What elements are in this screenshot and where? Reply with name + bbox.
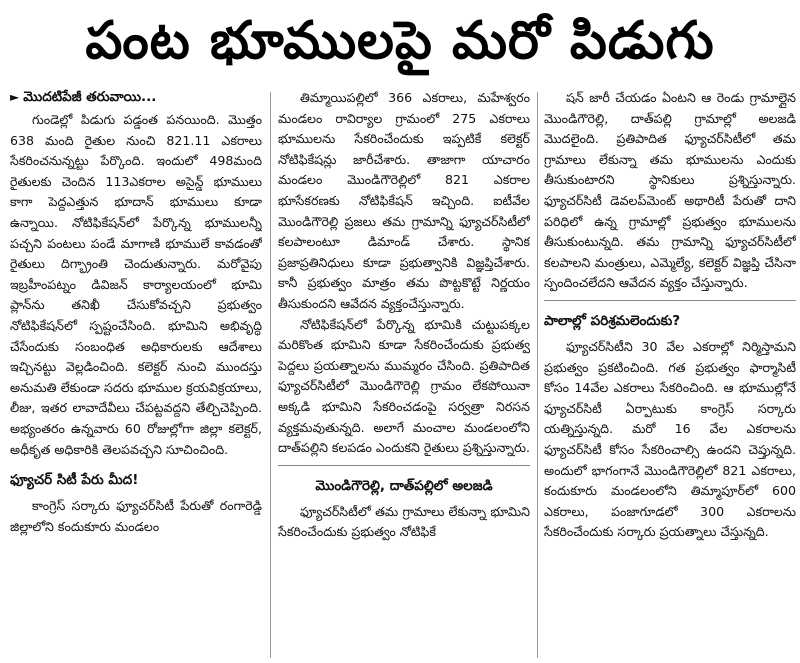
- paragraph: గుండెల్లో పిడుగు పడ్డంత పనయింది. మొత్తం 638 మంది రైతుల నుంచి 821.11 ఎకరాలు సేకరించనున్నట్టు పేర్కొంది. ఇందులో 498మంది రైతులకు చెందిన 113ఎకరాల అసైన్డ్ భూములు కాగా పెద్దఎత్తున భూదాన్ భూములు కూడా ఉన్నాయి. నోటిఫికేషన్‌లో పేర్కొన్న భూములన్నీ పచ్చని పంటలు పండే మాగాణి భూములే కావడంతో రైతులు దిగ్భ్రాంతి చెందుతున్నారు. మరోవైపు ఇబ్రహీంపట్నం డివిజన్ కార్యాలయంలో భూమి ప్లాన్‌ను తనిఖీ చేసుకోవచ్చని ప్రభుత్వం నోటిఫికేషన్‌లో స్పష్టంచేసింది. భూమిని అభివృద్ధి చేసేందుకు సంబంధిత అధికారులకు ఆదేశాలు ఇచ్చినట్టు వెల్లడించింది. కలెక్టర్ నుంచి ముందస్తు అనుమతి లేకుండా సదరు భూముల క్రయవిక్రయాలు, లీజు, ఇతర లావాదేవీలు చేపట్టవద్దని తేల్చిచెప్పింది. అభ్యంతరం ఉన్నవారు 60 రోజుల్లోగా జిల్లా కలెక్టర్, అధీకృత అధికారికి తెలపవచ్చని సూచించింది.: [10, 112, 262, 457]
- arrow-right-icon: ►: [10, 90, 20, 104]
- column-3: [544, 88, 796, 663]
- column-2: [278, 88, 530, 663]
- section-divider: [544, 300, 796, 301]
- headline: పంట భూములపై మరో పిడుగు: [85, 11, 715, 71]
- section-divider: [278, 465, 530, 466]
- subheading: మొండిగౌరెల్లి, దాత్‌పల్లిలో అలజడి: [315, 477, 493, 494]
- kicker-text: మొదటిపేజీ తరువాయి...: [23, 89, 157, 105]
- subheading: పాలాల్లో పరిశ్రమలెందుకు?: [544, 312, 681, 329]
- paragraph: ఫ్యూచర్‌సిటీలో తమ గ్రామాలు లేకున్నా భూమిని సేకరించేందుకు ప్రభుత్వం నోటిఫికే: [278, 503, 530, 540]
- column-divider: [270, 92, 271, 658]
- paragraph: షన్ జారీ చేయడం ఏంటని ఆ రెండు గ్రామాల్లైన మొండిగౌరెల్లి, దాత్‌పల్లి గ్రామాల్లో అలజడి మొదలైంది. ప్రతిపాదిత ఫ్యూచర్‌సిటీలో తమ గ్రామాలు లేకున్నా తమ భూములను ఎందుకు తీసుకుంటారని స్థానికులు ప్రశ్నిస్తున్నారు. ఫ్యూచర్‌సిటీ డెవలప్‌మెంట్ అథారిటీ పేరుతో దాని పరిధిలో ఉన్న గ్రామాల్లో ప్రభుత్వం భూములను తీసుకుంటున్నది. తమ గ్రామాన్ని ఫ్యూచర్‌సిటీలో కలపాలని మంత్రులు, ఎమ్మెల్యే, కలెక్టర్ విజ్ఞప్తి చేసినా స్పందించలేదని ఆవేదన వ్యక్తం చేస్తున్నారు.: [544, 90, 796, 291]
- subheading: ఫ్యూచర్ సిటీ పేరు మీద!: [10, 472, 139, 489]
- paragraph: నోటిఫికేషన్‌లో పేర్కొన్న భూమికి చుట్టుపక్కల మరికొంత భూమిని కూడా సేకరించేందుకు ప్రభుత్వ పెద్దలు ప్రయత్నాలను ముమ్మరం చేసింది. ప్రతిపాదిత ఫ్యూచర్‌సిటీలో మొండిగౌరెల్లి గ్రామం లేకపోయినా అక్కడి భూమిని సేకరించడంపై సర్వత్రా నిరసన వ్యక్తమవుతున్నది. అలాగే మంచాల మండలంలోని దాత్‌పల్లిని కలపడం ఎందుకని రైతులు ప్రశ్నిస్తున్నారు.: [278, 316, 530, 456]
- column-1: [10, 88, 262, 663]
- column-divider: [537, 92, 538, 658]
- kicker: [10, 88, 262, 106]
- paragraph: తిమ్మాయిపల్లిలో 366 ఎకరాలు, మహేశ్వరం మండలం రావిర్యాల గ్రామంలో 275 ఎకరాలు భూములను సేకరించేందుకు ఇప్పటికే కలెక్టర్ నోటిఫికేషన్లు జారీచేశారు. తాజాగా యాచారం మండలం మొండిగౌరెల్లిలో 821 ఎకరాల భూసేకరణకు నోటిఫికేషన్ ఇచ్చింది. ఐటీవేల మొండిగౌరెల్లి ప్రజలు తమ గ్రామాన్ని ఫ్యూచర్‌సిటీలో కలపాలంటూ డిమాండ్ చేశారు. స్థానిక ప్రజాప్రతినిధులు కూడా ప్రభుత్వానికి విజ్ఞప్తిచేశారు. కానీ ప్రభుత్వం మాత్రం తమ పొట్టకొట్టే నిర్ణయం తీసుకుందని ఆవేదన వ్యక్తంచేస్తున్నారు.: [278, 90, 530, 311]
- paragraph: కాంగ్రెస్ సర్కారు ఫ్యూచర్‌సిటీ పేరుతో రంగారెడ్డి జిల్లాలోని కందుకూరు మండలం: [10, 498, 262, 534]
- paragraph: ఫ్యూచర్‌సిటీని 30 వేల ఎకరాల్లో నిర్మిస్తామని ప్రభుత్వం ప్రకటించింది. గత ప్రభుత్వం ఫార్మాసిటీ కోసం 14వేల ఎకరాలు సేకరించింది. ఆ భూముల్లోనే ఫ్యూచర్‌సిటీ ఏర్పాటుకు కాంగ్రెస్ సర్కారు యత్నిస్తున్నది. మరో 16 వేల ఎకరాలను ఫ్యూచర్‌సిటీ కోసం సేకరించాల్సి ఉందని చెప్తున్నది. అందులో భాగంగానే మొండిగౌరెల్లిలో 821 ఎకరాలు, కందుకూరు మండలంలోని తిమ్మాపూర్‌లో 600 ఎకరాలు, పంజాగూడలో 300 ఎకరాలను సేకరించేందుకు సర్కారు ప్రయత్నాలు చేస్తున్నది.: [544, 338, 796, 540]
